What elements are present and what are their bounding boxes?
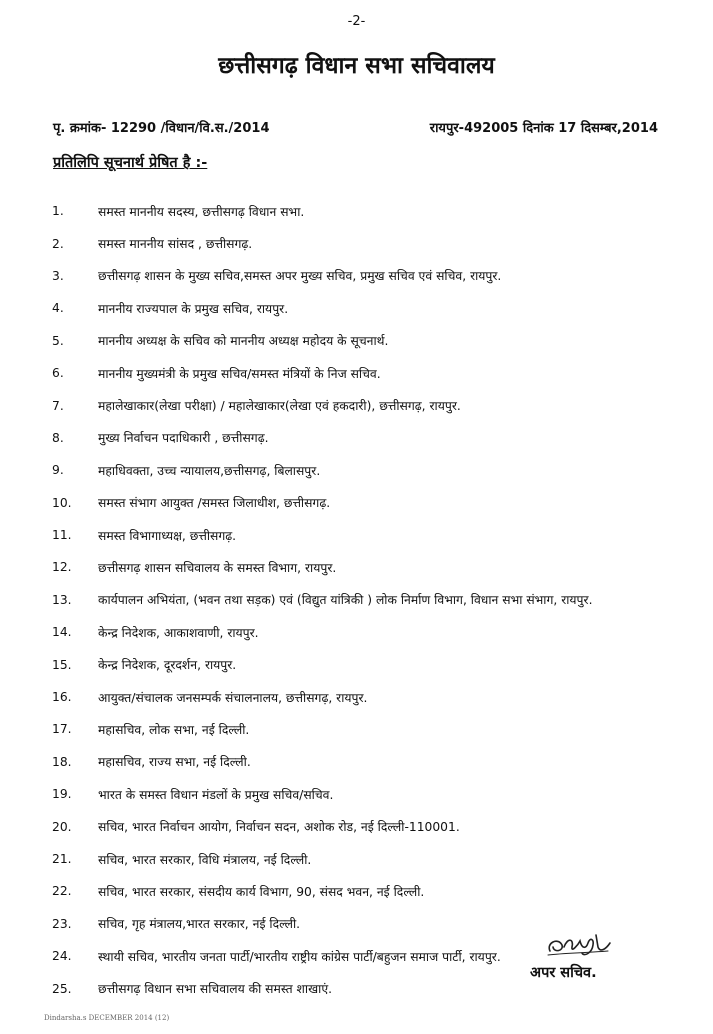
- recipient-item: [0, 551, 713, 583]
- recipient-text: भारत के समस्त विधान मंडलों के प्रमुख सचिव/सचिव.: [98, 787, 334, 802]
- recipient-item: [0, 972, 713, 1004]
- recipient-text: महालेखाकार(लेखा परीक्षा) / महालेखाकार(लेखा एवं हकदारी), छत्तीसगढ़, रायपुर.: [98, 399, 461, 414]
- recipient-item: [0, 454, 713, 486]
- recipient-number: 23.: [52, 916, 72, 931]
- recipient-number: 21.: [52, 852, 72, 866]
- recipient-item: [0, 843, 713, 875]
- recipient-number: 1.: [52, 204, 64, 219]
- recipient-number: 11.: [52, 528, 72, 543]
- recipient-number: 16.: [52, 690, 72, 705]
- recipient-item: [0, 227, 713, 259]
- recipient-text: महासचिव, राज्य सभा, नई दिल्ली.: [98, 755, 251, 770]
- recipient-number: 18.: [52, 754, 72, 769]
- place-and-date: रायपुर-492005 दिनांक 17 दिसम्बर,2014: [429, 121, 658, 136]
- recipient-item: [0, 357, 713, 389]
- recipient-item: [0, 681, 713, 713]
- recipient-number: 17.: [52, 722, 72, 737]
- recipient-item: [0, 292, 713, 324]
- recipient-item: [0, 810, 713, 842]
- recipient-text: सचिव, गृह मंत्रालय,भारत सरकार, नई दिल्ली.: [98, 917, 301, 932]
- recipient-text: छत्तीसगढ़ शासन सचिवालय के समस्त विभाग, रायपुर.: [98, 560, 337, 575]
- recipient-item: [0, 713, 713, 745]
- recipient-text: माननीय मुख्यमंत्री के प्रमुख सचिव/समस्त मंत्रियों के निज सचिव.: [98, 366, 381, 381]
- signature-icon: [544, 925, 614, 961]
- recipient-item: [0, 616, 713, 648]
- recipient-item: [0, 778, 713, 810]
- recipient-item: [0, 584, 713, 616]
- recipient-number: 7.: [52, 398, 64, 413]
- recipient-item: [0, 260, 713, 292]
- recipient-number: 12.: [52, 560, 72, 575]
- recipient-text: छत्तीसगढ़ विधान सभा सचिवालय की समस्त शाखाएं.: [98, 982, 333, 997]
- recipient-text: सचिव, भारत निर्वाचन आयोग, निर्वाचन सदन, अशोक रोड, नई दिल्ली-110001.: [98, 820, 460, 835]
- recipient-number: 24.: [52, 949, 72, 964]
- recipient-item: [0, 519, 713, 551]
- footer-note: Dindarsha.s DECEMBER 2014 (12): [44, 1014, 170, 1022]
- recipient-text: सचिव, भारत सरकार, विधि मंत्रालय, नई दिल्ली.: [98, 852, 312, 867]
- recipient-number: 9.: [52, 463, 64, 478]
- page-number: -2-: [347, 14, 366, 29]
- recipient-text: केन्द्र निदेशक, आकाशवाणी, रायपुर.: [98, 625, 259, 640]
- recipient-text: समस्त माननीय सदस्य, छत्तीसगढ़ विधान सभा.: [98, 204, 305, 219]
- recipient-number: 6.: [52, 366, 64, 381]
- recipient-text: महासचिव, लोक सभा, नई दिल्ली.: [98, 722, 250, 737]
- subject-heading: प्रतिलिपि सूचनार्थ प्रेषित है :-: [53, 155, 208, 171]
- recipient-text: समस्त विभागाध्यक्ष, छत्तीसगढ़.: [98, 528, 237, 543]
- recipient-text: माननीय राज्यपाल के प्रमुख सचिव, रायपुर.: [98, 301, 289, 316]
- recipient-text: समस्त माननीय सांसद , छत्तीसगढ़.: [98, 237, 253, 252]
- reference-number: पृ. क्रमांक- 12290 /विधान/वि.स./2014: [53, 121, 270, 136]
- recipient-number: 19.: [52, 787, 72, 802]
- recipient-item: [0, 746, 713, 778]
- recipient-item: [0, 648, 713, 680]
- recipient-item: [0, 875, 713, 907]
- recipient-number: 5.: [52, 333, 64, 348]
- recipient-text: महाधिवक्ता, उच्च न्यायालय,छत्तीसगढ़, बिलासपुर.: [98, 463, 321, 478]
- recipient-text: मुख्य निर्वाचन पदाधिकारी , छत्तीसगढ़.: [98, 431, 269, 446]
- recipient-text: कार्यपालन अभियंता, (भवन तथा सड़क) एवं (विद्युत यांत्रिकी ) लोक निर्माण विभाग, विधान सभा संभाग, रायपुर.: [98, 593, 593, 608]
- recipient-item: [0, 195, 713, 227]
- recipient-number: 14.: [52, 625, 72, 640]
- recipient-item: [0, 325, 713, 357]
- recipient-item: [0, 389, 713, 421]
- recipient-text: छत्तीसगढ़ शासन के मुख्य सचिव,समस्त अपर मुख्य सचिव, प्रमुख सचिव एवं सचिव, रायपुर.: [98, 269, 502, 284]
- recipient-text: स्थायी सचिव, भारतीय जनता पार्टी/भारतीय राष्ट्रीय कांग्रेस पार्टी/बहुजन समाज पार्टी, रायपुर.: [98, 949, 501, 964]
- recipient-list: [0, 195, 713, 1005]
- document-title: छत्तीसगढ़ विधान सभा सचिवालय: [218, 53, 495, 79]
- recipient-text: सचिव, भारत सरकार, संसदीय कार्य विभाग, 90, संसद भवन, नई दिल्ली.: [98, 884, 425, 899]
- recipient-item: [0, 487, 713, 519]
- reference-line: [53, 118, 658, 136]
- recipient-text: आयुक्त/संचालक जनसम्पर्क संचालनालय, छत्तीसगढ़, रायपुर.: [98, 690, 368, 705]
- recipient-number: 20.: [52, 819, 72, 834]
- recipient-text: माननीय अध्यक्ष के सचिव को माननीय अध्यक्ष महोदय के सूचनार्थ.: [98, 334, 389, 349]
- recipient-number: 3.: [52, 268, 64, 283]
- recipient-item: [0, 422, 713, 454]
- recipient-number: 10.: [52, 495, 72, 510]
- designation: अपर सचिव.: [530, 965, 597, 981]
- recipient-number: 25.: [52, 981, 72, 996]
- recipient-number: 2.: [52, 236, 64, 251]
- recipient-number: 8.: [52, 430, 64, 445]
- recipient-number: 22.: [52, 884, 72, 899]
- recipient-number: 15.: [52, 657, 72, 672]
- recipient-text: केन्द्र निदेशक, दूरदर्शन, रायपुर.: [98, 658, 237, 673]
- recipient-text: समस्त संभाग आयुक्त /समस्त जिलाधीश, छत्तीसगढ़.: [98, 496, 331, 511]
- recipient-number: 13.: [52, 592, 72, 607]
- recipient-number: 4.: [52, 301, 64, 316]
